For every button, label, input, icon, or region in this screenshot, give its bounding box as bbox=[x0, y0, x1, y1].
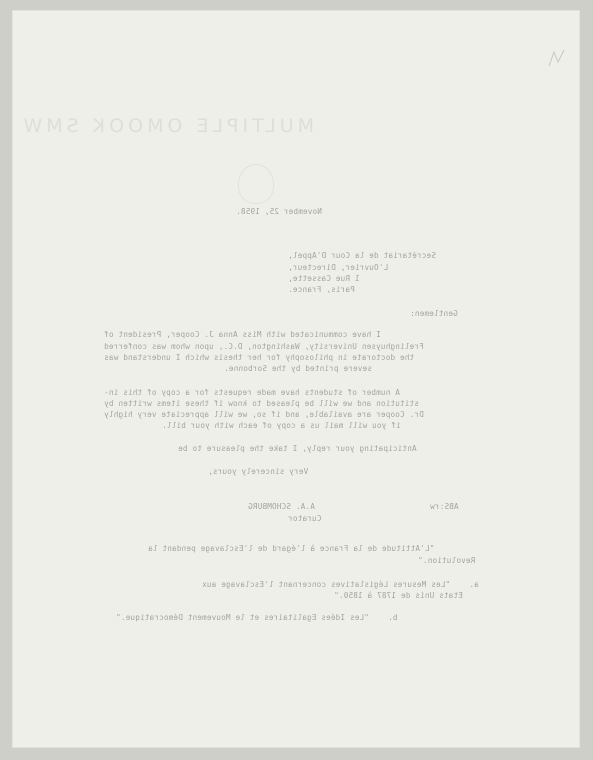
paragraph-1-line: I have communicated with Miss Anna J. Cooper, President of bbox=[104, 330, 381, 339]
paragraph-2-line: A number of students have made requests for a copy of this in- bbox=[104, 388, 400, 397]
signer-name: A.A. SCHOMBURG bbox=[248, 502, 315, 511]
enclosure-title-line: a. "Les Mesures Législatives concernant l'Esclavage aux bbox=[202, 580, 479, 589]
enclosure-title-line: Etats Unis de 1787 à 1850." bbox=[334, 591, 463, 600]
salutation: Gentlemen: bbox=[410, 309, 458, 318]
enclosure-title-line: "L'Attitude de la France à l'égard de l'Esclavage pendant la bbox=[148, 544, 435, 553]
address-line: Secrétariat de la Cour D'Appel, bbox=[288, 251, 436, 260]
letter-page bbox=[12, 10, 580, 748]
letter-date: November 25, 1958. bbox=[236, 207, 322, 216]
paragraph-1-line: severe printed by the Sorbonne. bbox=[224, 364, 372, 373]
paragraph-2-line: if you will mail us a copy of each with your bill. bbox=[162, 421, 401, 430]
letterhead-bleedthrough: MULTIPLE OMOOK SMW bbox=[19, 115, 314, 137]
enclosure-title-line: Revolution." bbox=[418, 556, 476, 565]
signer-title: Curator bbox=[288, 514, 322, 523]
address-line: L'Ouvrier, Directeur, bbox=[288, 263, 389, 272]
pencil-mark-icon bbox=[546, 48, 568, 72]
paragraph-1-line: the doctorate in philosophy for her thesis which I understand was bbox=[104, 353, 415, 362]
closing: Very sincerely yours, bbox=[208, 467, 309, 476]
address-line: 1 Rue Cassette, bbox=[288, 274, 360, 283]
seal-bleedthrough bbox=[238, 164, 274, 204]
initials: ABS:rw bbox=[430, 502, 459, 511]
address-line: Paris, France. bbox=[288, 285, 355, 294]
paragraph-2-line: Dr. Cooper are available, and if so, we will appreciate very highly bbox=[104, 410, 424, 419]
paragraph-2-line: stitution and we will be pleased to know if these items written by bbox=[104, 399, 419, 408]
paragraph-1-line: Frelinghuysen University, Washington, D.C., upon whom was conferred bbox=[104, 342, 424, 351]
paragraph-3: Anticipating your reply, I take the pleasure to be bbox=[178, 444, 417, 453]
enclosure-title-line: b. "Les Idées Egalitaires et le Mouvement Démocratique." bbox=[116, 613, 398, 622]
